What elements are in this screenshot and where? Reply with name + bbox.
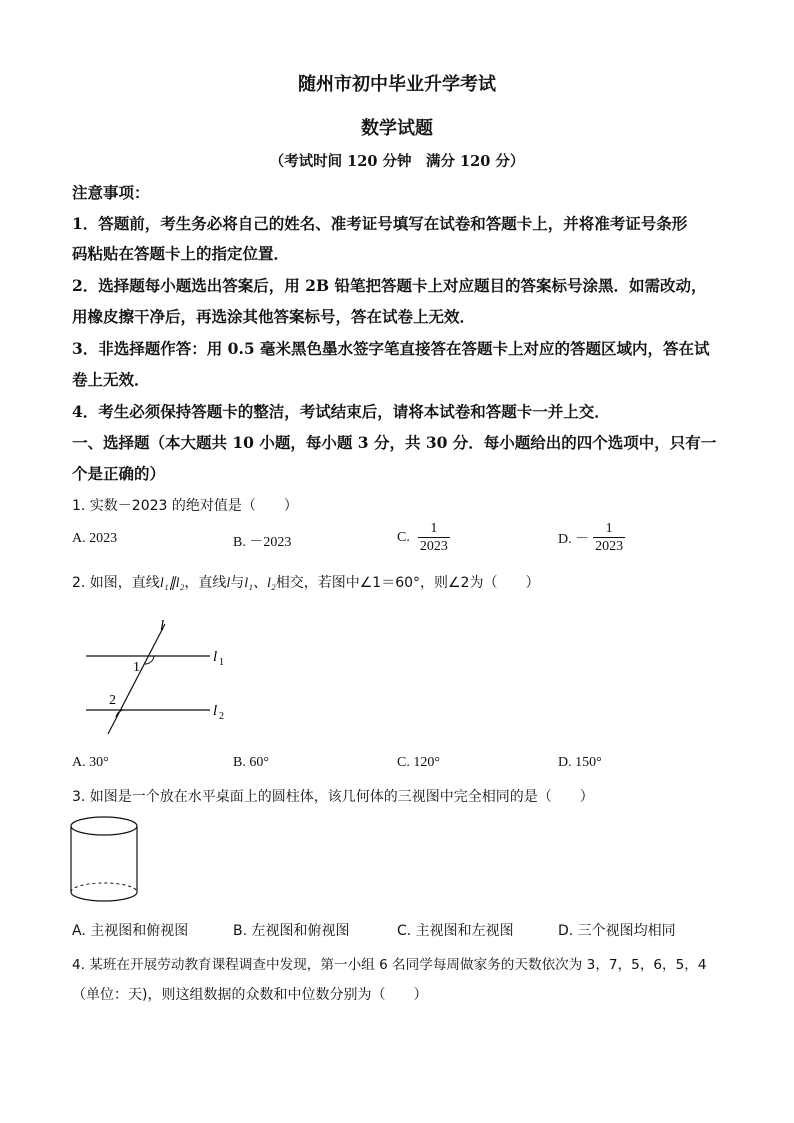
fraction-numerator: 1 (605, 521, 613, 536)
q3-option-d: D. 三个视图均相同 (558, 923, 676, 939)
q2-stem-line: l (226, 576, 231, 591)
notice-item: 2．选择题每小题选出答案后，用 2B 铅笔把答题卡上对应题目的答案标号涂黑．如需改动， (72, 276, 707, 295)
notice-item: 3．非选择题作答：用 0.5 毫米黑色墨水签字笔直接答在答题卡上对应的答题区域内，答在试 (72, 339, 710, 358)
q2-option-a: A. 30° (72, 755, 109, 770)
q1-option-b: B. －2023 (233, 535, 292, 550)
q1-option-d (558, 520, 625, 555)
question-3-stem: 3. 如图是一个放在水平桌面上的圆柱体，该几何体的三视图中完全相同的是（ ） (72, 789, 594, 805)
question-4-stem-cont: （单位：天)，则这组数据的众数和中位数分别为（ ） (72, 987, 428, 1003)
q2-option-d: D. 150° (558, 755, 602, 770)
cylinder-figure (66, 812, 146, 908)
cylinder-bottom-front (71, 892, 137, 901)
label-angle-1: 1 (133, 660, 140, 675)
label-l1-subscript: 1 (219, 657, 224, 668)
q2-stem-text: 2. 如图，直线 (72, 575, 160, 591)
exam-subject: 数学试题 (361, 118, 433, 139)
question-4-stem: 4. 某班在开展劳动教育课程调查中发现，第一小组 6 名同学每周做家务的天数依次为 3，7，5，6，5，4 (72, 957, 707, 973)
q3-option-a: A. 主视图和俯视图 (72, 923, 189, 939)
q1-option-d-fraction (593, 520, 625, 555)
q1-option-a: A. 2023 (72, 531, 118, 546)
notice-heading: 注意事项： (72, 183, 150, 202)
line-l (108, 624, 165, 734)
label-l1: l (213, 649, 218, 665)
notice-item: 卷上无效． (72, 370, 150, 389)
notice-item: 4．考生必须保持答题卡的整洁，考试结束后，请将本试卷和答题卡一并上交． (72, 402, 610, 421)
notice-item: 用橡皮擦干净后，再选涂其他答案标号，答在试卷上无效． (72, 307, 476, 326)
fraction-denominator: 2023 (419, 539, 448, 554)
q1-option-d-label: D. － (558, 531, 590, 547)
cylinder-bottom-hidden (71, 883, 137, 892)
question-1-stem: 1. 实数－2023 的绝对值是（ ） (72, 498, 298, 514)
section-heading-cont: 个是正确的） (72, 464, 166, 483)
q2-stem-parallel: l₁∥l₂ (159, 576, 185, 591)
fraction-numerator: 1 (430, 521, 438, 536)
q3-option-b: B. 左视图和俯视图 (233, 923, 350, 939)
cylinder-top (71, 817, 137, 835)
q2-figure (80, 612, 240, 740)
q1-option-c (397, 520, 450, 555)
notice-item: 1．答题前，考生务必将自己的姓名、准考证号填写在试卷和答题卡上，并将准考证号条形 (72, 214, 688, 233)
exam-title: 随州市初中毕业升学考试 (298, 74, 496, 95)
fraction-denominator: 2023 (595, 539, 624, 554)
label-l2: l (213, 703, 218, 719)
q1-option-c-label: C. (397, 529, 410, 545)
q2-stem-text: ，直线 (184, 575, 227, 591)
exam-info: （考试时间 120 分钟 满分 120 分） (269, 153, 525, 170)
notice-item: 码粘贴在答题卡上的指定位置． (72, 244, 290, 263)
q2-stem-lines: l₁、l₂ (244, 576, 276, 591)
q1-option-c-fraction (418, 520, 450, 555)
q2-option-c: C. 120° (397, 755, 440, 770)
q2-option-b: B. 60° (233, 755, 269, 770)
q3-option-c: C. 主视图和左视图 (397, 923, 514, 939)
label-angle-2: 2 (109, 693, 116, 708)
section-heading: 一、选择题（本大题共 10 小题，每小题 3 分，共 30 分．每小题给出的四个选项中，只有一 (72, 433, 717, 452)
label-l: l (160, 618, 165, 634)
label-l2-subscript: 2 (219, 711, 224, 722)
q2-stem-text: 相交，若图中∠1＝60°，则∠2为（ ） (275, 575, 540, 591)
question-2-stem (72, 572, 539, 592)
q2-stem-text: 与 (230, 575, 245, 591)
